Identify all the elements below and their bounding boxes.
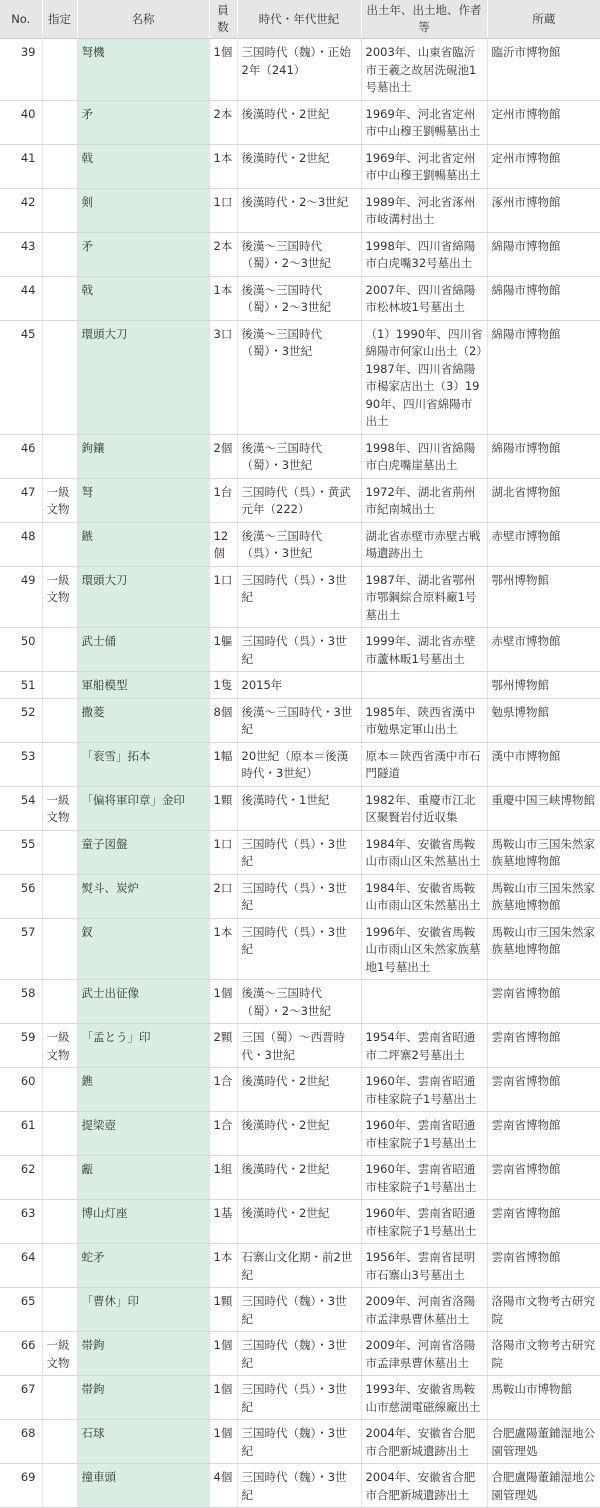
table-body — [0, 39, 600, 1508]
cell-owner: 赤壁市博物館 — [487, 628, 600, 672]
table-row — [0, 628, 600, 672]
cell-no: 58 — [0, 980, 42, 1024]
cell-no: 40 — [0, 100, 42, 144]
cell-owner: 赤壁市博物館 — [487, 522, 600, 566]
table-header — [0, 0, 600, 39]
cell-name: 蛇矛 — [77, 1244, 209, 1288]
cell-excavation: 湖北省赤壁市赤壁古戦場遺跡出土 — [361, 522, 487, 566]
table-row — [0, 786, 600, 830]
cell-designation — [42, 1200, 77, 1244]
cell-excavation: 1954年、雲南省昭通市二坪寨2号墓出土 — [361, 1024, 487, 1068]
cell-no: 51 — [0, 672, 42, 699]
cell-count: 1顆 — [209, 786, 237, 830]
cell-no: 50 — [0, 628, 42, 672]
table-row — [0, 918, 600, 980]
cell-count: 1口 — [209, 566, 237, 628]
table-row — [0, 980, 600, 1024]
cell-count: 1合 — [209, 1112, 237, 1156]
cell-designation — [42, 188, 77, 232]
cell-no: 45 — [0, 320, 42, 434]
cell-owner: 馬鞍山市三国朱然家族墓地博物館 — [487, 830, 600, 874]
cell-era: 後漢〜三国時代（蜀）・3世紀 — [237, 320, 361, 434]
cell-name: 熨斗、炭炉 — [77, 874, 209, 918]
header-designation: 指定 — [42, 0, 77, 39]
table-row — [0, 1200, 600, 1244]
cell-owner: 綿陽市博物館 — [487, 232, 600, 276]
cell-count: 3口 — [209, 320, 237, 434]
cell-count: 2口 — [209, 874, 237, 918]
cell-name: 矛 — [77, 100, 209, 144]
cell-owner: 綿陽市博物館 — [487, 320, 600, 434]
cell-owner: 雲南省博物館 — [487, 1244, 600, 1288]
cell-excavation: 2004年、安徽省合肥市合肥新城遺跡出土 — [361, 1464, 487, 1508]
cell-count: 1口 — [209, 830, 237, 874]
cell-owner: 合肥盧陽董鋪湿地公園管理処 — [487, 1420, 600, 1464]
header-row — [0, 0, 600, 39]
header-name: 名称 — [77, 0, 209, 39]
cell-no: 41 — [0, 144, 42, 188]
cell-designation — [42, 39, 77, 101]
cell-era: 三国時代（魏）・3世紀 — [237, 1332, 361, 1376]
cell-owner: 雲南省博物館 — [487, 1068, 600, 1112]
cell-no: 43 — [0, 232, 42, 276]
cell-designation — [42, 232, 77, 276]
cell-era: 三国時代（魏）・3世紀 — [237, 1288, 361, 1332]
cell-name: 環頭大刀 — [77, 320, 209, 434]
cell-designation — [42, 918, 77, 980]
cell-owner: 雲南省博物館 — [487, 980, 600, 1024]
header-owner: 所蔵 — [487, 0, 600, 39]
cell-excavation: 1999年、湖北省赤壁市蘆林畈1号墓出土 — [361, 628, 487, 672]
cell-era: 三国時代（呉）・3世紀 — [237, 918, 361, 980]
cell-no: 56 — [0, 874, 42, 918]
table-row — [0, 1288, 600, 1332]
cell-excavation: 1984年、安徽省馬鞍山市雨山区朱然墓出土 — [361, 874, 487, 918]
cell-no: 69 — [0, 1464, 42, 1508]
cell-designation — [42, 320, 77, 434]
cell-name: 鐎 — [77, 1068, 209, 1112]
table-row — [0, 830, 600, 874]
cell-excavation: 2003年、山東省臨沂市王羲之故居洗硯池1号墓出土 — [361, 39, 487, 101]
cell-count: 8個 — [209, 698, 237, 742]
cell-no: 46 — [0, 434, 42, 478]
table-row — [0, 874, 600, 918]
cell-name: 「曹休」印 — [77, 1288, 209, 1332]
cell-name: 環頭大刀 — [77, 566, 209, 628]
cell-name: 「孟とう」印 — [77, 1024, 209, 1068]
cell-name: 提梁壺 — [77, 1112, 209, 1156]
cell-no: 60 — [0, 1068, 42, 1112]
cell-era: 三国時代（魏）・3世紀 — [237, 1464, 361, 1508]
cell-owner: 雲南省博物館 — [487, 1112, 600, 1156]
cell-designation — [42, 628, 77, 672]
cell-no: 54 — [0, 786, 42, 830]
cell-era: 三国（蜀）〜西晋時代・3世紀 — [237, 1024, 361, 1068]
cell-name: 剣 — [77, 188, 209, 232]
cell-era: 三国時代（呉）・黄武元年（222） — [237, 478, 361, 522]
cell-owner: 合肥盧陽董鋪湿地公園管理処 — [487, 1464, 600, 1508]
cell-excavation: 2004年、安徽省合肥市合肥新城遺跡出土 — [361, 1420, 487, 1464]
cell-name: 釵 — [77, 918, 209, 980]
cell-excavation: 1998年、四川省綿陽市白虎嘴崖墓出土 — [361, 434, 487, 478]
cell-excavation: 1969年、河北省定州市中山穆王劉暢墓出土 — [361, 100, 487, 144]
cell-era: 後漢時代・2世紀 — [237, 100, 361, 144]
cell-designation: 一級文物 — [42, 786, 77, 830]
cell-era: 後漢時代・2世紀 — [237, 1112, 361, 1156]
cell-excavation: 1993年、安徽省馬鞍山市慈湖電磁線廠出土 — [361, 1376, 487, 1420]
cell-name: 武士出征像 — [77, 980, 209, 1024]
cell-designation — [42, 874, 77, 918]
cell-designation: 一級文物 — [42, 566, 77, 628]
table-row — [0, 1464, 600, 1508]
cell-excavation: 1984年、安徽省馬鞍山市雨山区朱然墓出土 — [361, 830, 487, 874]
table-row — [0, 566, 600, 628]
cell-designation: 一級文物 — [42, 1332, 77, 1376]
cell-no: 55 — [0, 830, 42, 874]
cell-excavation: 1996年、安徽省馬鞍山市雨山区朱然家族墓地1号墓出土 — [361, 918, 487, 980]
cell-owner: 鄂州博物館 — [487, 672, 600, 699]
cell-excavation: 1987年、湖北省鄂州市鄂鋼綜合原料廠1号墓出土 — [361, 566, 487, 628]
cell-name: 弩 — [77, 478, 209, 522]
cell-name: 石球 — [77, 1420, 209, 1464]
header-era: 時代・年代世紀 — [237, 0, 361, 39]
cell-no: 63 — [0, 1200, 42, 1244]
cell-owner: 重慶中国三峡博物館 — [487, 786, 600, 830]
cell-owner: 洛陽市文物考古研究院 — [487, 1332, 600, 1376]
cell-designation — [42, 100, 77, 144]
cell-name: 武士俑 — [77, 628, 209, 672]
cell-era: 三国時代（呉）・3世紀 — [237, 1376, 361, 1420]
table-row — [0, 1332, 600, 1376]
cell-era: 後漢〜三国時代（蜀）・2〜3世紀 — [237, 232, 361, 276]
table-row — [0, 1112, 600, 1156]
cell-era: 後漢〜三国時代・3世紀 — [237, 698, 361, 742]
cell-no: 53 — [0, 742, 42, 786]
cell-owner: 雲南省博物館 — [487, 1156, 600, 1200]
cell-era: 後漢〜三国時代（蜀）・2〜3世紀 — [237, 980, 361, 1024]
cell-excavation: 1989年、河北省涿州市岐溝村出土 — [361, 188, 487, 232]
cell-count: 1組 — [209, 1156, 237, 1200]
table-row — [0, 1376, 600, 1420]
cell-count: 2本 — [209, 232, 237, 276]
cell-name: 戟 — [77, 144, 209, 188]
cell-designation — [42, 1112, 77, 1156]
cell-designation — [42, 742, 77, 786]
cell-designation — [42, 1068, 77, 1112]
cell-owner: 馬鞍山市博物館 — [487, 1376, 600, 1420]
cell-excavation: 1998年、四川省綿陽市白虎嘴32号墓出土 — [361, 232, 487, 276]
cell-name: 鉤鑲 — [77, 434, 209, 478]
cell-name: 軍船模型 — [77, 672, 209, 699]
cell-excavation: 1969年、河北省定州市中山穆王劉暢墓出土 — [361, 144, 487, 188]
table-row — [0, 742, 600, 786]
cell-name: 童子図盤 — [77, 830, 209, 874]
cell-owner: 涿州市博物館 — [487, 188, 600, 232]
cell-no: 59 — [0, 1024, 42, 1068]
cell-no: 42 — [0, 188, 42, 232]
cell-owner: 勉県博物館 — [487, 698, 600, 742]
cell-excavation — [361, 672, 487, 699]
cell-no: 44 — [0, 276, 42, 320]
cell-designation — [42, 1376, 77, 1420]
cell-no: 39 — [0, 39, 42, 101]
cell-count: 1基 — [209, 1200, 237, 1244]
cell-excavation: 1972年、湖北省荊州市紀南城出土 — [361, 478, 487, 522]
cell-no: 48 — [0, 522, 42, 566]
table-row — [0, 320, 600, 434]
table-row — [0, 672, 600, 699]
cell-name: 戟 — [77, 276, 209, 320]
cell-count: 2個 — [209, 434, 237, 478]
cell-era: 後漢〜三国時代（呉）・3世紀 — [237, 522, 361, 566]
cell-era: 20世紀（原本＝後漢時代・3世紀） — [237, 742, 361, 786]
cell-designation — [42, 980, 77, 1024]
cell-owner: 雲南省博物館 — [487, 1024, 600, 1068]
cell-excavation: 2007年、四川省綿陽市松林坡1号墓出土 — [361, 276, 487, 320]
cell-count: 1幅 — [209, 742, 237, 786]
table-row — [0, 144, 600, 188]
table-row — [0, 1244, 600, 1288]
cell-count: 1顆 — [209, 1288, 237, 1332]
cell-no: 52 — [0, 698, 42, 742]
cell-count: 1個 — [209, 1332, 237, 1376]
cell-excavation: 原本＝陝西省漢中市石門隧道 — [361, 742, 487, 786]
table-row — [0, 1420, 600, 1464]
cell-no: 47 — [0, 478, 42, 522]
header-excavation: 出土年、出土地、作者等 — [361, 0, 487, 39]
cell-owner: 洛陽市文物考古研究院 — [487, 1288, 600, 1332]
cell-designation: 一級文物 — [42, 478, 77, 522]
cell-era: 三国時代（魏）・正始2年（241） — [237, 39, 361, 101]
cell-excavation: 1985年、陝西省漢中市勉県定軍山出土 — [361, 698, 487, 742]
cell-count: 1個 — [209, 980, 237, 1024]
cell-owner: 雲南省博物館 — [487, 1200, 600, 1244]
header-no: No. — [0, 0, 42, 39]
cell-era: 三国時代（魏）・3世紀 — [237, 1420, 361, 1464]
cell-count: 1個 — [209, 39, 237, 101]
cell-excavation: （1）1990年、四川省綿陽市何家山出土（2）1987年、四川省綿陽市楊家店出土（3）1990年、四川省綿陽市出土 — [361, 320, 487, 434]
cell-designation — [42, 1420, 77, 1464]
cell-era: 後漢〜三国時代（蜀）・2〜3世紀 — [237, 276, 361, 320]
cell-designation — [42, 276, 77, 320]
cell-owner: 漢中市博物館 — [487, 742, 600, 786]
cell-name: 帯鉤 — [77, 1332, 209, 1376]
cell-count: 1台 — [209, 478, 237, 522]
table-row — [0, 1024, 600, 1068]
cell-era: 後漢時代・2世紀 — [237, 1068, 361, 1112]
table-row — [0, 434, 600, 478]
cell-era: 後漢〜三国時代（蜀）・3世紀 — [237, 434, 361, 478]
cell-count: 1本 — [209, 144, 237, 188]
cell-era: 後漢時代・2世紀 — [237, 144, 361, 188]
cell-owner: 馬鞍山市三国朱然家族墓地博物館 — [487, 874, 600, 918]
cell-owner: 臨沂市博物館 — [487, 39, 600, 101]
cell-excavation: 1960年、雲南省昭通市桂家院子1号墓出土 — [361, 1156, 487, 1200]
cell-name: 甗 — [77, 1156, 209, 1200]
cell-owner: 鄂州博物館 — [487, 566, 600, 628]
cell-count: 1口 — [209, 188, 237, 232]
cell-owner: 湖北省博物館 — [487, 478, 600, 522]
cell-excavation: 1960年、雲南省昭通市桂家院子1号墓出土 — [361, 1112, 487, 1156]
cell-era: 三国時代（呉）・3世紀 — [237, 874, 361, 918]
cell-name: 弩機 — [77, 39, 209, 101]
cell-excavation: 1960年、雲南省昭通市桂家院子1号墓出土 — [361, 1200, 487, 1244]
table-row — [0, 1156, 600, 1200]
cell-designation — [42, 522, 77, 566]
cell-name: 撒菱 — [77, 698, 209, 742]
cell-name: 撞車頭 — [77, 1464, 209, 1508]
cell-excavation — [361, 980, 487, 1024]
header-count: 員数 — [209, 0, 237, 39]
table-row — [0, 188, 600, 232]
cell-count: 1個 — [209, 1376, 237, 1420]
cell-count: 2顆 — [209, 1024, 237, 1068]
cell-no: 68 — [0, 1420, 42, 1464]
cell-era: 三国時代（呉）・3世紀 — [237, 830, 361, 874]
cell-era: 三国時代（呉）・3世紀 — [237, 566, 361, 628]
table-row — [0, 522, 600, 566]
cell-designation — [42, 144, 77, 188]
table-row — [0, 478, 600, 522]
cell-designation — [42, 698, 77, 742]
cell-designation — [42, 1288, 77, 1332]
table-row — [0, 100, 600, 144]
cell-count: 1軀 — [209, 628, 237, 672]
table-row — [0, 276, 600, 320]
cell-count: 1本 — [209, 918, 237, 980]
cell-excavation: 2009年、河南省洛陽市孟津県曹休墓出土 — [361, 1332, 487, 1376]
cell-no: 57 — [0, 918, 42, 980]
cell-count: 2本 — [209, 100, 237, 144]
cell-name: 帯鉤 — [77, 1376, 209, 1420]
cell-owner: 馬鞍山市三国朱然家族墓地博物館 — [487, 918, 600, 980]
cell-designation — [42, 672, 77, 699]
cell-era: 後漢時代・2世紀 — [237, 1200, 361, 1244]
cell-no: 62 — [0, 1156, 42, 1200]
cell-era: 石寨山文化期・前2世紀 — [237, 1244, 361, 1288]
cell-name: 博山灯座 — [77, 1200, 209, 1244]
cell-era: 後漢時代・1世紀 — [237, 786, 361, 830]
cell-count: 1本 — [209, 1244, 237, 1288]
cell-count: 4個 — [209, 1464, 237, 1508]
cell-owner: 定州市博物館 — [487, 100, 600, 144]
cell-designation — [42, 1244, 77, 1288]
table-row — [0, 1068, 600, 1112]
cell-designation — [42, 830, 77, 874]
cell-count: 1個 — [209, 1420, 237, 1464]
cell-count: 1本 — [209, 276, 237, 320]
cell-count: 1合 — [209, 1068, 237, 1112]
cell-excavation: 1956年、雲南省昆明市石寨山3号墓出土 — [361, 1244, 487, 1288]
cell-era: 2015年 — [237, 672, 361, 699]
cell-no: 66 — [0, 1332, 42, 1376]
cell-era: 後漢時代・2〜3世紀 — [237, 188, 361, 232]
table-row — [0, 232, 600, 276]
cell-name: 矛 — [77, 232, 209, 276]
cell-owner: 綿陽市博物館 — [487, 434, 600, 478]
cell-designation — [42, 434, 77, 478]
cell-era: 後漢時代・2世紀 — [237, 1156, 361, 1200]
cell-owner: 定州市博物館 — [487, 144, 600, 188]
cell-name: 「衮雪」拓本 — [77, 742, 209, 786]
cell-designation — [42, 1464, 77, 1508]
cell-no: 67 — [0, 1376, 42, 1420]
cell-name: 「偏将軍印章」金印 — [77, 786, 209, 830]
cell-owner: 綿陽市博物館 — [487, 276, 600, 320]
table-row — [0, 698, 600, 742]
cell-count: 1隻 — [209, 672, 237, 699]
cell-designation — [42, 1156, 77, 1200]
cell-count: 12個 — [209, 522, 237, 566]
cell-designation: 一級文物 — [42, 1024, 77, 1068]
cell-no: 65 — [0, 1288, 42, 1332]
cell-no: 49 — [0, 566, 42, 628]
cell-no: 64 — [0, 1244, 42, 1288]
cell-excavation: 1960年、雲南省昭通市桂家院子1号墓出土 — [361, 1068, 487, 1112]
cell-excavation: 2009年、河南省洛陽市孟津県曹休墓出土 — [361, 1288, 487, 1332]
table-row — [0, 39, 600, 101]
cell-era: 三国時代（呉）・3世紀 — [237, 628, 361, 672]
cell-name: 鏃 — [77, 522, 209, 566]
cell-excavation: 1982年、重慶市江北区聚賢岩付近収集 — [361, 786, 487, 830]
cell-no: 61 — [0, 1112, 42, 1156]
